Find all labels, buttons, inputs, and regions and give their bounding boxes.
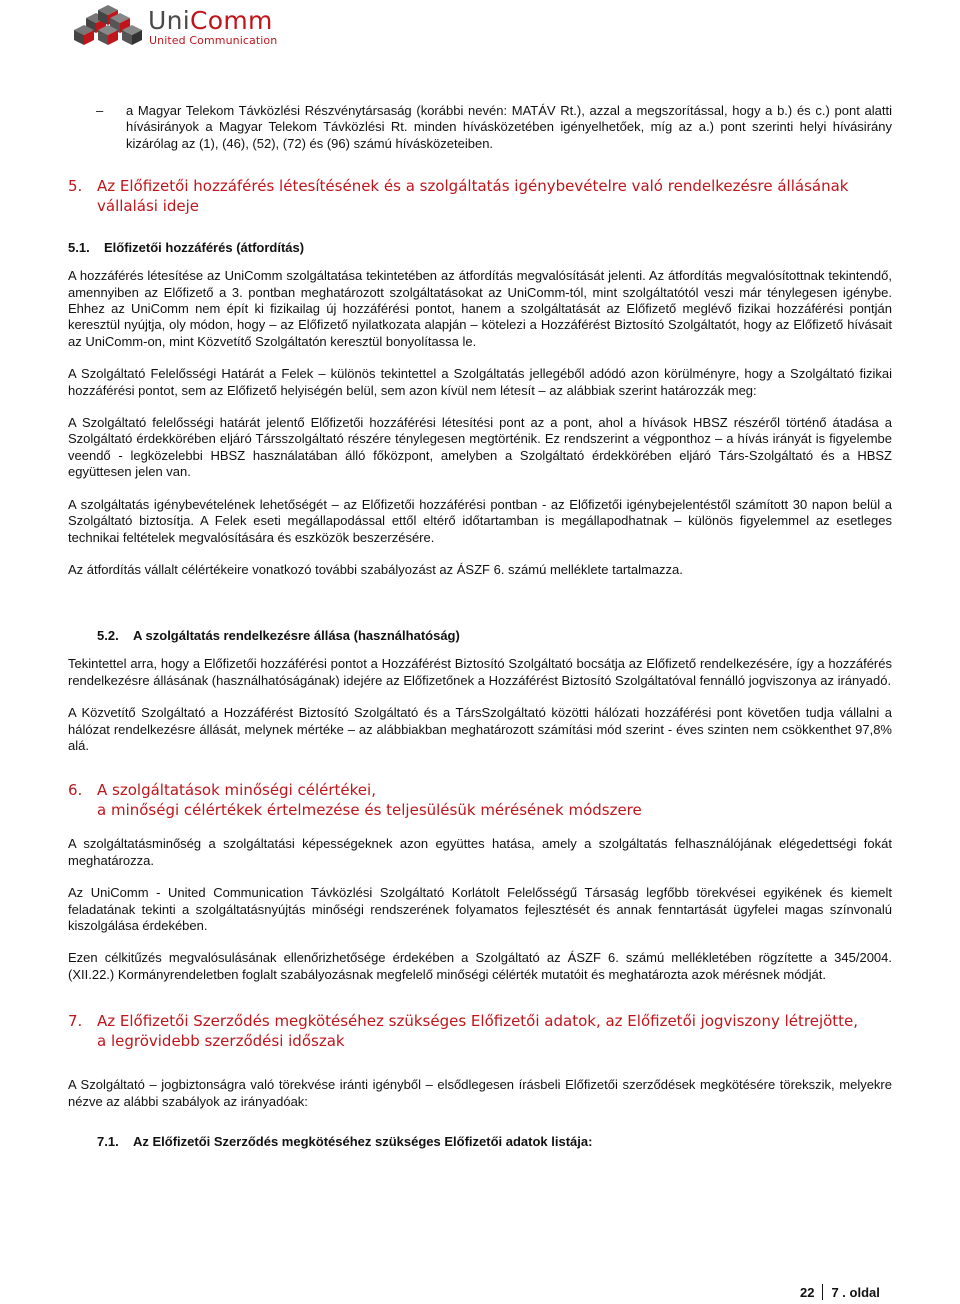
section-5-number: 5. <box>68 177 83 196</box>
section-5-1-heading <box>68 240 892 256</box>
section-7-1-title: Az Előfizetői Szerződés megkötéséhez szükséges Előfizetői adatok listája: <box>133 1134 593 1149</box>
page-label: 7 . oldal <box>831 1285 880 1300</box>
section-5-title: Az Előfizetői hozzáférés létesítésének és a szolgáltatás igénybevételre való rendelkezésre állásának vállalási ideje <box>97 177 849 216</box>
paragraph: A szolgáltatásminőség a szolgáltatási képességeknek azon együttes hatása, amely a szolgáltatás felhasználójának elégedettségi fokát meghatározza. <box>68 836 892 868</box>
section-5-2-heading <box>68 628 892 644</box>
section-6-title-line2: a minőségi célértékek értelmezése és teljesülésük mérésének módszere <box>97 801 642 820</box>
list-item <box>68 103 892 152</box>
section-6-number: 6. <box>68 781 83 800</box>
cube-stack-logo-icon <box>72 0 144 52</box>
section-5-1-title: Előfizetői hozzáférés (átfordítás) <box>104 240 305 256</box>
brand-name <box>148 8 273 34</box>
section-7-number: 7. <box>68 1012 83 1031</box>
paragraph: Az UniComm - United Communication Távközlési Szolgáltató Korlátolt Felelősségű Társaság legfőbb törekvései egyikének és kiemelt feladatának tekinti a szolgáltatásnyújtás minőségi rendszerének folyamatos fejlesztését és annak fenntartását ügyfelei magas színvonalú kiszolgálása érdekében. <box>68 885 892 933</box>
section-6-heading <box>68 780 892 820</box>
brand-comm: Comm <box>190 6 273 35</box>
paragraph: A Szolgáltató Felelősségi Határát a Felek – különös tekintettel a Szolgáltatás jellegéből adódó azon körülményre, hogy a Szolgáltató fizikai hozzáférési pontot, sem az Előfizető helyiségén belül, sem azon kívül nem létesít – az alábbiak szerint határozzák meg: <box>68 366 892 398</box>
section-5-1-number: 5.1. <box>68 240 90 256</box>
header-logo <box>72 0 292 52</box>
section-7-1-heading <box>68 1134 892 1150</box>
section-5-2-title: A szolgáltatás rendelkezésre állása (használhatóság) <box>133 628 460 644</box>
paragraph: A hozzáférés létesítése az UniComm szolgáltatása tekintetében az átfordítás megvalósítását jelenti. Az átfordítás megvalósítottnak tekintendő, amennyiben az Előfizető a 3. pontban meghatározott szolgáltatásokat az UniComm-tól, mint szolgáltatótól veszi már ténylegesen igénybe. Ehhez az UniComm nem épít ki fizikailag új hozzáférési pontot, hanem a szolgáltatását az Előfizető meglévő fizikai hozzáférési pontján keresztül nyújtja, oly módon, hogy – az Előfizető nyilatkozata alapján – kötelezi a Hozzáférést Biztosító Szolgáltatót, hogy az Előfizető hívásait az UniComm-on, mint Közvetítő Szolgáltatón keresztül bonyolítassa le. <box>68 268 892 349</box>
paragraph: A Szolgáltató felelősségi határát jelentő Előfizetői hozzáférési létesítési pont az a pont, ahol a hívások HBSZ részéről történő átadása a Szolgáltató érdekkörében eljáró Társszolgáltató részére ténylegesen megtörténik. Ez rendszerint a végponthoz – a hívás irányát is figyelembe veendő - legközelebbi HBSZ használatában álló főközpont, amelyben a Szolgáltató érdekkörében eljáró Társ-Szolgáltató és a HBSZ együttesen jelen van. <box>68 415 892 480</box>
brand-uni: Uni <box>148 6 190 35</box>
section-5-heading <box>68 176 892 216</box>
section-5-2-number: 5.2. <box>97 628 119 644</box>
section-7-1-number: 7.1. <box>97 1134 119 1149</box>
document-body <box>68 90 892 1150</box>
list-item-text: a Magyar Telekom Távközlési Részvénytársaság (korábbi nevén: MATÁV Rt.), azzal a megszorítással, hogy a b.) és c.) pont alatti hívásirányok a Magyar Telekom Távközlési Rt. minden hívásközetében igényelhetőek, míg az a.) pont szerinti helyi hívásirány kizárólag az (1), (46), (52), (72) és (96) számú hívásközeteiben. <box>126 103 892 151</box>
paragraph: A szolgáltatás igénybevételének lehetőségét – az Előfizetői hozzáférési pontban - az Előfizetői igénybejelentéstől számított 30 napon belül a Szolgáltató biztosítja. A Felek eseti megállapodással ettől eltérő időtartamban is megállapodhatnak – különös figyelemmel az esetleges technikai feltételek megvalósítására és eszközök beszerzésére. <box>68 496 892 545</box>
page-number: 22 <box>800 1285 815 1300</box>
paragraph: A Közvetítő Szolgáltató a Hozzáférést Biztosító Szolgáltató és a TársSzolgáltató közötti hálózati hozzáférési pont követően tudja vállalni a hálózat rendelkezésre állását, melynek mértéke – az alábbiakban meghatározott számítási mód szerint - éves szinten nem csökkenthet 97,8% alá. <box>68 705 892 753</box>
section-7-title-line2: a legrövidebb szerződési időszak <box>97 1032 345 1051</box>
page-footer <box>800 1284 880 1300</box>
footer-divider <box>822 1284 823 1300</box>
section-6-title-line1: A szolgáltatások minőségi célértékei, <box>97 781 376 800</box>
paragraph: Tekintettel arra, hogy a Előfizetői hozzáférési pontot a Hozzáférést Biztosító Szolgáltató bocsátja az Előfizető rendelkezésére, így a hozzáférés rendelkezésre állásának (használhatóságának) idejére az Előfizetőnek a Hozzáférést Biztosító Szolgáltatóval fennálló jogviszonya az irányadó. <box>68 656 892 688</box>
brand-subtitle: United Communication <box>149 34 278 47</box>
paragraph: A Szolgáltató – jogbiztonságra való törekvése iránti igényből – elsődlegesen írásbeli Előfizetői szerződések megkötésére törekszik, melyekre nézve az alábbi szabályok az irányadóak: <box>68 1077 892 1109</box>
section-7-heading <box>68 1011 892 1051</box>
paragraph: Ezen célkitűzés megvalósulásának ellenőrizhetősége érdekében a Szolgáltató az ÁSZF 6. számú mellékletében rögzítette a 345/2004. (XII.22.) Kormányrendeletben foglalt szabályozásnak megfelelő minőségi célérték mutatóit és meghatározta azok mérésnek módját. <box>68 950 892 982</box>
section-7-title-line1: Az Előfizetői Szerződés megkötéséhez szükséges Előfizetői adatok, az Előfizetői jogviszony létrejötte, <box>97 1012 859 1031</box>
paragraph: Az átfordítás vállalt célértékeire vonatkozó további szabályozást az ÁSZF 6. számú melléklete tartalmazza. <box>68 561 683 577</box>
list-dash: – <box>96 103 104 118</box>
